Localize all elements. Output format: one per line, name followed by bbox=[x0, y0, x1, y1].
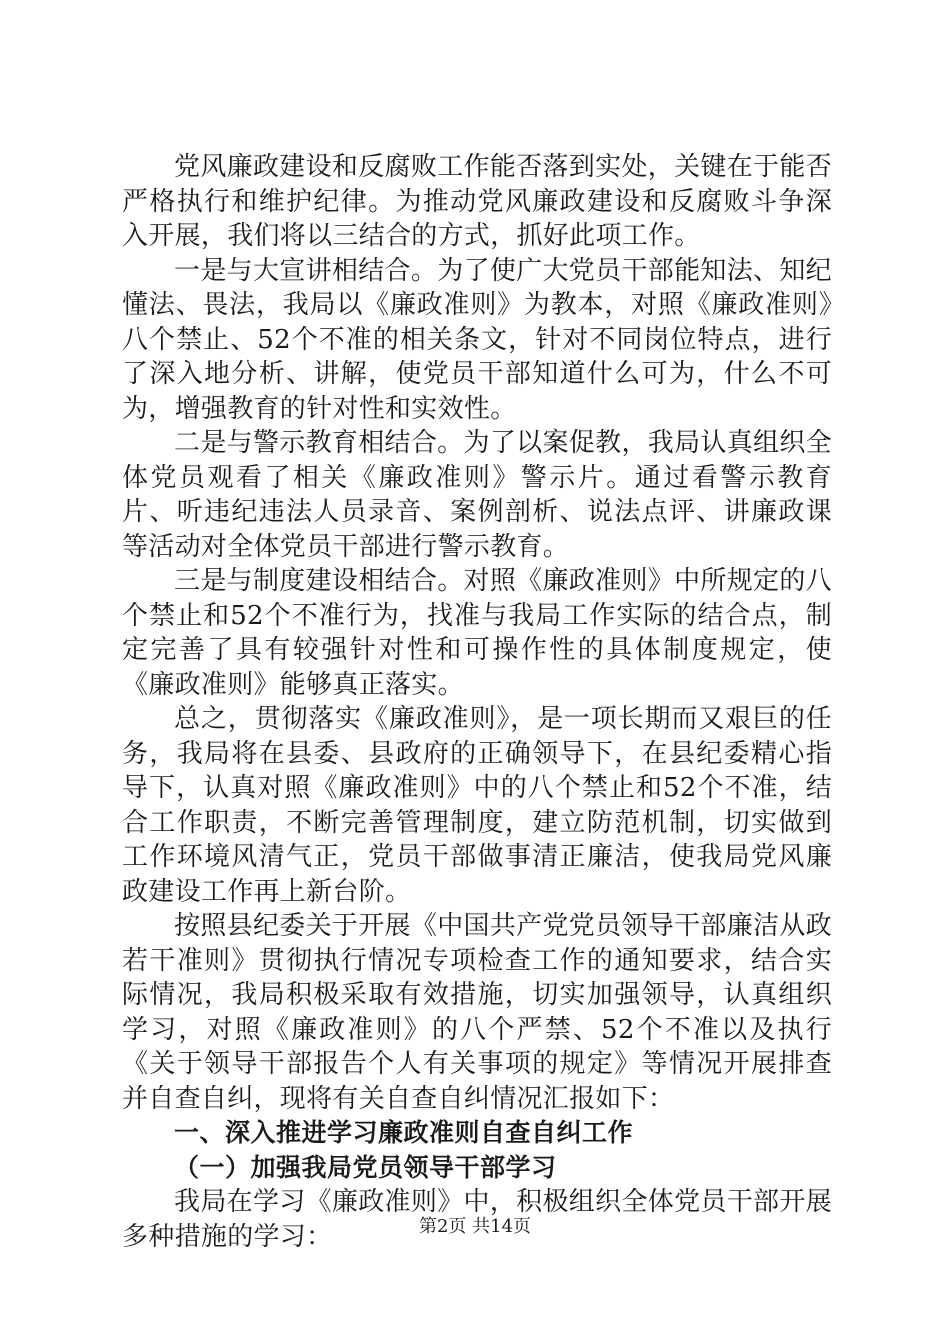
document-body bbox=[122, 150, 832, 1254]
paragraph-summary: 总之，贯彻落实《廉政准则》，是一项长期而又艰巨的任务，我局将在县委、县政府的正确领导下，在县纪委精心指导下，认真对照《廉政准则》中的八个禁止和52个不准，结合工作职责，不断完善管理制度，建立防范机制，切实做到工作环境风清气正，党员干部做事清正廉洁，使我局党风廉政建设工作再上新台阶。 bbox=[122, 704, 832, 907]
paragraph-point-two: 二是与警示教育相结合。为了以案促教，我局认真组织全体党员观看了相关《廉政准则》警示片。通过看警示教育片、听违纪违法人员录音、案例剖析、说法点评、讲廉政课等活动对全体党员干部进行警示教育。 bbox=[122, 428, 832, 562]
paragraph-point-three: 三是与制度建设相结合。对照《廉政准则》中所规定的八个禁止和52个不准行为，找准与我局工作实际的结合点，制定完善了具有较强针对性和可操作性的具体制度规定，使《廉政准则》能够真正落实。 bbox=[122, 566, 832, 700]
page-footer bbox=[0, 1212, 950, 1238]
paragraph-point-one: 一是与大宣讲相结合。为了使广大党员干部能知法、知纪懂法、畏法，我局以《廉政准则》为教本，对照《廉政准则》八个禁止、52个不准的相关条文，针对不同岗位特点，进行了深入地分析、讲解，使党员干部知道什么可为，什么不可为，增强教育的针对性和实效性。 bbox=[122, 255, 832, 424]
section-heading-1: 一、深入推进学习廉政准则自查自纠工作 bbox=[174, 1118, 634, 1147]
paragraph-study: 我局在学习《廉政准则》中，积极组织全体党员干部开展多种措施的学习： bbox=[122, 1187, 832, 1252]
paragraph-report-intro: 按照县纪委关于开展《中国共产党党员领导干部廉洁从政若干准则》贯彻执行情况专项检查工作的通知要求，结合实际情况，我局积极采取有效措施，切实加强领导，认真组织学习，对照《廉政准则》的八个严禁、52个不准以及执行《关于领导干部报告个人有关事项的规定》等情况开展排查并自查自纠，现将有关自查自纠情况汇报如下： bbox=[122, 911, 832, 1114]
paragraph-intro: 党风廉政建设和反腐败工作能否落到实处，关键在于能否严格执行和维护纪律。为推动党风廉政建设和反腐败斗争深入开展，我们将以三结合的方式，抓好此项工作。 bbox=[122, 152, 832, 251]
subsection-heading-1: （一）加强我局党员领导干部学习 bbox=[174, 1152, 557, 1182]
page-number: 第2页 共14页 bbox=[418, 1216, 532, 1237]
